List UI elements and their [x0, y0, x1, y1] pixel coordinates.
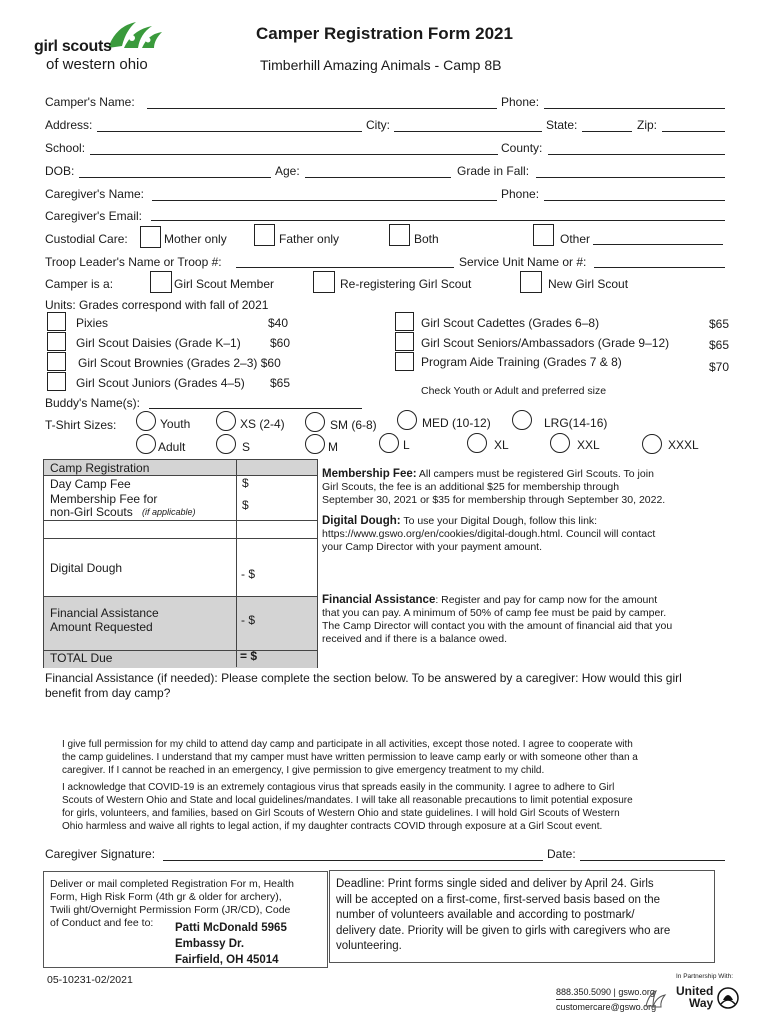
unit-program-aide-label: Program Aide Training (Grades 7 & 8)	[421, 355, 622, 369]
deliver-line: of Conduct and fee to:	[50, 917, 154, 929]
size-xs-label: XS (2-4)	[240, 417, 285, 431]
united-way-logo	[673, 983, 739, 1013]
size-med-radio[interactable]	[397, 410, 417, 430]
grade-field[interactable]	[536, 177, 725, 178]
caregiver-name-label: Caregiver's Name:	[45, 187, 144, 201]
deadline-line: delivery date. Priority will be given to girls with caregivers who are	[336, 924, 671, 937]
reregistering-label: Re-registering Girl Scout	[340, 277, 472, 291]
service-unit-label: Service Unit Name or #:	[459, 255, 587, 269]
unit-seniors-price: $65	[709, 338, 730, 352]
fa-info-line: : Register and pay for camp now for the amount	[435, 594, 658, 606]
covid-paragraph	[62, 781, 732, 833]
deadline-line: Deadline: Print forms single sided and deliver by April 24. Girls	[336, 878, 654, 890]
reregistering-checkbox[interactable]	[313, 271, 335, 293]
fa-info-line: The Camp Director will contact you with the amount of financial aid that you	[322, 620, 673, 632]
address-line: Embassy Dr.	[175, 938, 245, 950]
trefoil-small-icon	[643, 988, 669, 1010]
custody-both-label: Both	[414, 232, 439, 246]
tshirt-label: T-Shirt Sizes:	[45, 418, 117, 432]
fa-info-line: received and if there is a balance owed.	[322, 633, 508, 645]
age-field[interactable]	[305, 177, 451, 178]
member-label: Girl Scout Member	[174, 277, 275, 291]
size-xxxl-label: XXXL	[668, 438, 699, 452]
footer-divider	[556, 999, 638, 1000]
size-l-radio[interactable]	[379, 433, 399, 453]
address-field[interactable]	[97, 131, 362, 132]
custody-father-checkbox[interactable]	[254, 224, 275, 246]
day-camp-fee-value[interactable]: $	[242, 476, 249, 490]
unit-brownies-label: Girl Scout Brownies (Grades 2–3) $60	[78, 356, 281, 370]
address-line: Fairfield, OH 45014	[175, 954, 279, 966]
deliver-line: Twili ght/Overnight Permission Form (JR/CD), Code	[50, 904, 291, 916]
unit-cadettes-price: $65	[709, 317, 730, 331]
partner-label: In Partnership With:	[676, 973, 734, 980]
unit-pixies-label: Pixies	[76, 316, 109, 330]
camper-name-label: Camper's Name:	[45, 95, 135, 109]
adult-radio[interactable]	[136, 434, 156, 454]
deadline-line: volunteering.	[336, 940, 402, 952]
unit-daisies-checkbox[interactable]	[47, 332, 66, 351]
page-title: Camper Registration Form 2021	[256, 24, 513, 43]
membership-info-line: September 30, 2021 or $35 for membership through September 30, 2022.	[322, 494, 666, 506]
caregiver-phone-label: Phone:	[501, 187, 540, 201]
fa-info	[322, 594, 742, 646]
address-line: Patti McDonald 5965	[175, 922, 287, 934]
unit-cadettes-label: Girl Scout Cadettes (Grades 6–8)	[421, 316, 600, 330]
unit-juniors-price: $65	[270, 376, 291, 390]
permission-line: caregiver. If I cannot be reached in an emergency, I give permission to give emergency treatment to my child.	[62, 765, 545, 776]
logo	[34, 18, 164, 78]
size-m-radio[interactable]	[305, 434, 325, 454]
size-s-radio[interactable]	[216, 434, 236, 454]
youth-label: Youth	[160, 417, 191, 431]
size-xs-radio[interactable]	[216, 411, 236, 431]
deadline-line: will be accepted on a first-come, first-served basis based on the	[336, 893, 661, 906]
size-sm-label: SM (6-8)	[330, 418, 377, 432]
signature-label: Caregiver Signature:	[45, 847, 156, 861]
city-label: City:	[366, 118, 390, 132]
fa-info-title: Financial Assistance	[322, 594, 436, 606]
deliver-address	[175, 920, 287, 968]
new-scout-label: New Girl Scout	[548, 277, 629, 291]
fa-question-line: Financial Assistance (if needed): Please complete the section below. To be answered by a caregiver: How would this girl	[45, 671, 682, 685]
covid-line: I acknowledge that COVID-19 is an extremely contagious virus that spreads easily in the community. I agree to adhere to Girl	[62, 782, 615, 793]
deadline-line: number of volunteers available and according to postmark/	[336, 909, 635, 921]
deliver-line: Form, High Risk Form (4th gr & older for archery),	[50, 891, 282, 903]
custody-label: Custodial Care:	[45, 232, 128, 246]
covid-line: Scouts of Western Ohio and State and local guidelines/mandates. I will take all reasonable precautions to limit potential exposure	[62, 795, 633, 806]
unit-cadettes-checkbox[interactable]	[395, 312, 414, 331]
county-label: County:	[501, 141, 543, 155]
fa-answer-area[interactable]	[45, 702, 725, 736]
day-camp-fee-label: Day Camp Fee	[50, 477, 131, 491]
total-due-label: TOTAL Due	[50, 651, 113, 665]
digital-dough-info-line: To use your Digital Dough, follow this link:	[403, 515, 598, 527]
membership-info-title: Membership Fee:	[322, 468, 417, 480]
size-m-label: M	[328, 440, 338, 454]
school-field[interactable]	[90, 154, 498, 155]
permission-paragraph	[62, 738, 732, 777]
membership-info-line: Girl Scouts, the fee is an additional $25 for membership through	[322, 481, 620, 493]
size-xxl-label: XXL	[577, 438, 600, 452]
dob-label: DOB:	[45, 164, 75, 178]
school-label: School:	[45, 141, 86, 155]
adult-label: Adult	[158, 440, 186, 454]
custody-mother-checkbox[interactable]	[140, 226, 161, 248]
unit-pixies-price: $40	[268, 316, 289, 330]
digital-dough-link[interactable]: https://www.gswo.org/en/cookies/digital-dough.html. Council will contact	[322, 528, 656, 540]
camper-is-label: Camper is a:	[45, 277, 114, 291]
troop-leader-label: Troop Leader's Name or Troop #:	[45, 255, 222, 269]
zip-label: Zip:	[637, 118, 658, 132]
units-heading: Units: Grades correspond with fall of 2021	[45, 298, 269, 312]
permission-line: I give full permission for my child to attend day camp and participate in all activities, except those noted. I agree to cooperate with	[62, 739, 633, 750]
digital-dough-value[interactable]: - $	[241, 567, 256, 581]
buddy-label: Buddy's Name(s):	[45, 396, 140, 410]
unit-juniors-label: Girl Scout Juniors (Grades 4–5)	[76, 376, 245, 390]
membership-info-line: All campers must be registered Girl Scouts. To join	[418, 468, 654, 480]
logo-line-2: of western ohio	[46, 56, 148, 73]
size-sm-radio[interactable]	[305, 412, 325, 432]
unit-daisies-label: Girl Scout Daisies (Grade K–1)	[76, 336, 241, 350]
unit-seniors-checkbox[interactable]	[395, 332, 414, 351]
fa-amount-label-2: Amount Requested	[50, 620, 153, 634]
size-s-label: S	[242, 440, 251, 454]
form-id: 05-10231-02/2021	[47, 974, 133, 986]
caregiver-email-field[interactable]	[151, 220, 725, 221]
united-way-hand-icon	[717, 986, 739, 1010]
membership-info	[322, 468, 742, 507]
camper-name-field[interactable]	[147, 108, 497, 109]
membership-fee-label: Membership Fee for	[50, 492, 158, 506]
phone-field[interactable]	[544, 108, 725, 109]
membership-fee-note: (if applicable)	[142, 507, 196, 517]
address-label: Address:	[45, 118, 93, 132]
size-lrg-radio[interactable]	[512, 410, 532, 430]
check-note: Check Youth or Adult and preferred size	[421, 385, 607, 397]
custody-other-field[interactable]	[593, 244, 723, 245]
size-xl-radio[interactable]	[467, 433, 487, 453]
size-xl-label: XL	[494, 438, 509, 452]
size-l-label: L	[403, 438, 410, 452]
service-unit-field[interactable]	[594, 267, 725, 268]
new-scout-checkbox[interactable]	[520, 271, 542, 293]
youth-radio[interactable]	[136, 411, 156, 431]
unit-program-aide-price: $70	[709, 360, 730, 374]
troop-leader-field[interactable]	[236, 267, 454, 268]
caregiver-phone-field[interactable]	[544, 200, 725, 201]
unit-pixies-checkbox[interactable]	[47, 312, 66, 331]
phone-label: Phone:	[501, 95, 540, 109]
footer-email: customercare@gswo.org	[556, 1002, 657, 1012]
digital-dough-label: Digital Dough	[50, 561, 123, 575]
custody-father-label: Father only	[279, 232, 340, 246]
deliver-line: Deliver or mail completed Registration For m, Health	[50, 878, 294, 890]
logo-line-1: girl scouts	[34, 38, 112, 55]
custody-mother-label: Mother only	[164, 232, 227, 246]
digital-dough-info-title: Digital Dough:	[322, 515, 401, 527]
state-label: State:	[546, 118, 578, 132]
city-field[interactable]	[394, 131, 542, 132]
unit-juniors-checkbox[interactable]	[47, 372, 66, 391]
deadline-text	[336, 877, 670, 955]
dob-field[interactable]	[79, 177, 271, 178]
fa-amount-label: Financial Assistance	[50, 606, 159, 620]
fa-amount-value[interactable]: - $	[241, 613, 256, 627]
membership-fee-label-2: non-Girl Scouts	[50, 505, 133, 519]
custody-other-label: Other	[560, 232, 591, 246]
covid-line: Ohio harmless and waive all rights to legal action, if my daughter contracts COVID through exposure at a Girl Scout event.	[62, 821, 603, 832]
united-way-line-2: Way	[689, 996, 714, 1010]
custody-other-checkbox[interactable]	[533, 224, 554, 246]
united-way-line-1: United	[676, 984, 714, 998]
grade-label: Grade in Fall:	[457, 164, 530, 178]
footer-phone: 888.350.5090 | gswo.org	[556, 987, 655, 997]
state-field[interactable]	[582, 131, 632, 132]
covid-line: for girls, volunteers, and families, based on Girl Scouts of Western Ohio and state guidelines. I will hold Girl Scouts of Western	[62, 808, 620, 819]
signature-field[interactable]	[163, 860, 543, 861]
age-label: Age:	[275, 164, 300, 178]
fa-question	[45, 671, 745, 701]
custody-both-checkbox[interactable]	[389, 224, 410, 246]
county-field[interactable]	[548, 154, 725, 155]
buddy-field[interactable]	[149, 408, 362, 409]
page-subtitle: Timberhill Amazing Animals - Camp 8B	[260, 57, 502, 73]
digital-dough-info-line: your Camp Director with your payment amount.	[322, 541, 543, 553]
fa-question-line: benefit from day camp?	[45, 686, 171, 700]
zip-field[interactable]	[662, 131, 725, 132]
digital-dough-info	[322, 515, 742, 554]
size-med-label: MED (10-12)	[422, 416, 491, 430]
size-lrg-label: LRG(14-16)	[544, 416, 608, 430]
date-field[interactable]	[580, 860, 725, 861]
unit-daisies-price: $60	[270, 336, 291, 350]
date-label: Date:	[547, 847, 576, 861]
caregiver-name-field[interactable]	[152, 200, 497, 201]
member-checkbox[interactable]	[150, 271, 172, 293]
permission-line: the camp guidelines. I understand that my camper must have written permission to leave camp early or with someone other than a	[62, 752, 638, 763]
membership-fee-value[interactable]: $	[242, 498, 249, 512]
unit-program-aide-checkbox[interactable]	[395, 352, 414, 371]
fee-table-header: Camp Registration	[50, 461, 150, 475]
total-due-value[interactable]: = $	[240, 649, 258, 663]
unit-seniors-label: Girl Scout Seniors/Ambassadors (Grade 9–12)	[421, 336, 670, 350]
size-xxxl-radio[interactable]	[642, 434, 662, 454]
fa-info-line: that you can pay. A minimum of 50% of camp fee must be paid by camper.	[322, 607, 667, 619]
unit-brownies-checkbox[interactable]	[47, 352, 66, 371]
caregiver-email-label: Caregiver's Email:	[45, 209, 142, 223]
size-xxl-radio[interactable]	[550, 433, 570, 453]
